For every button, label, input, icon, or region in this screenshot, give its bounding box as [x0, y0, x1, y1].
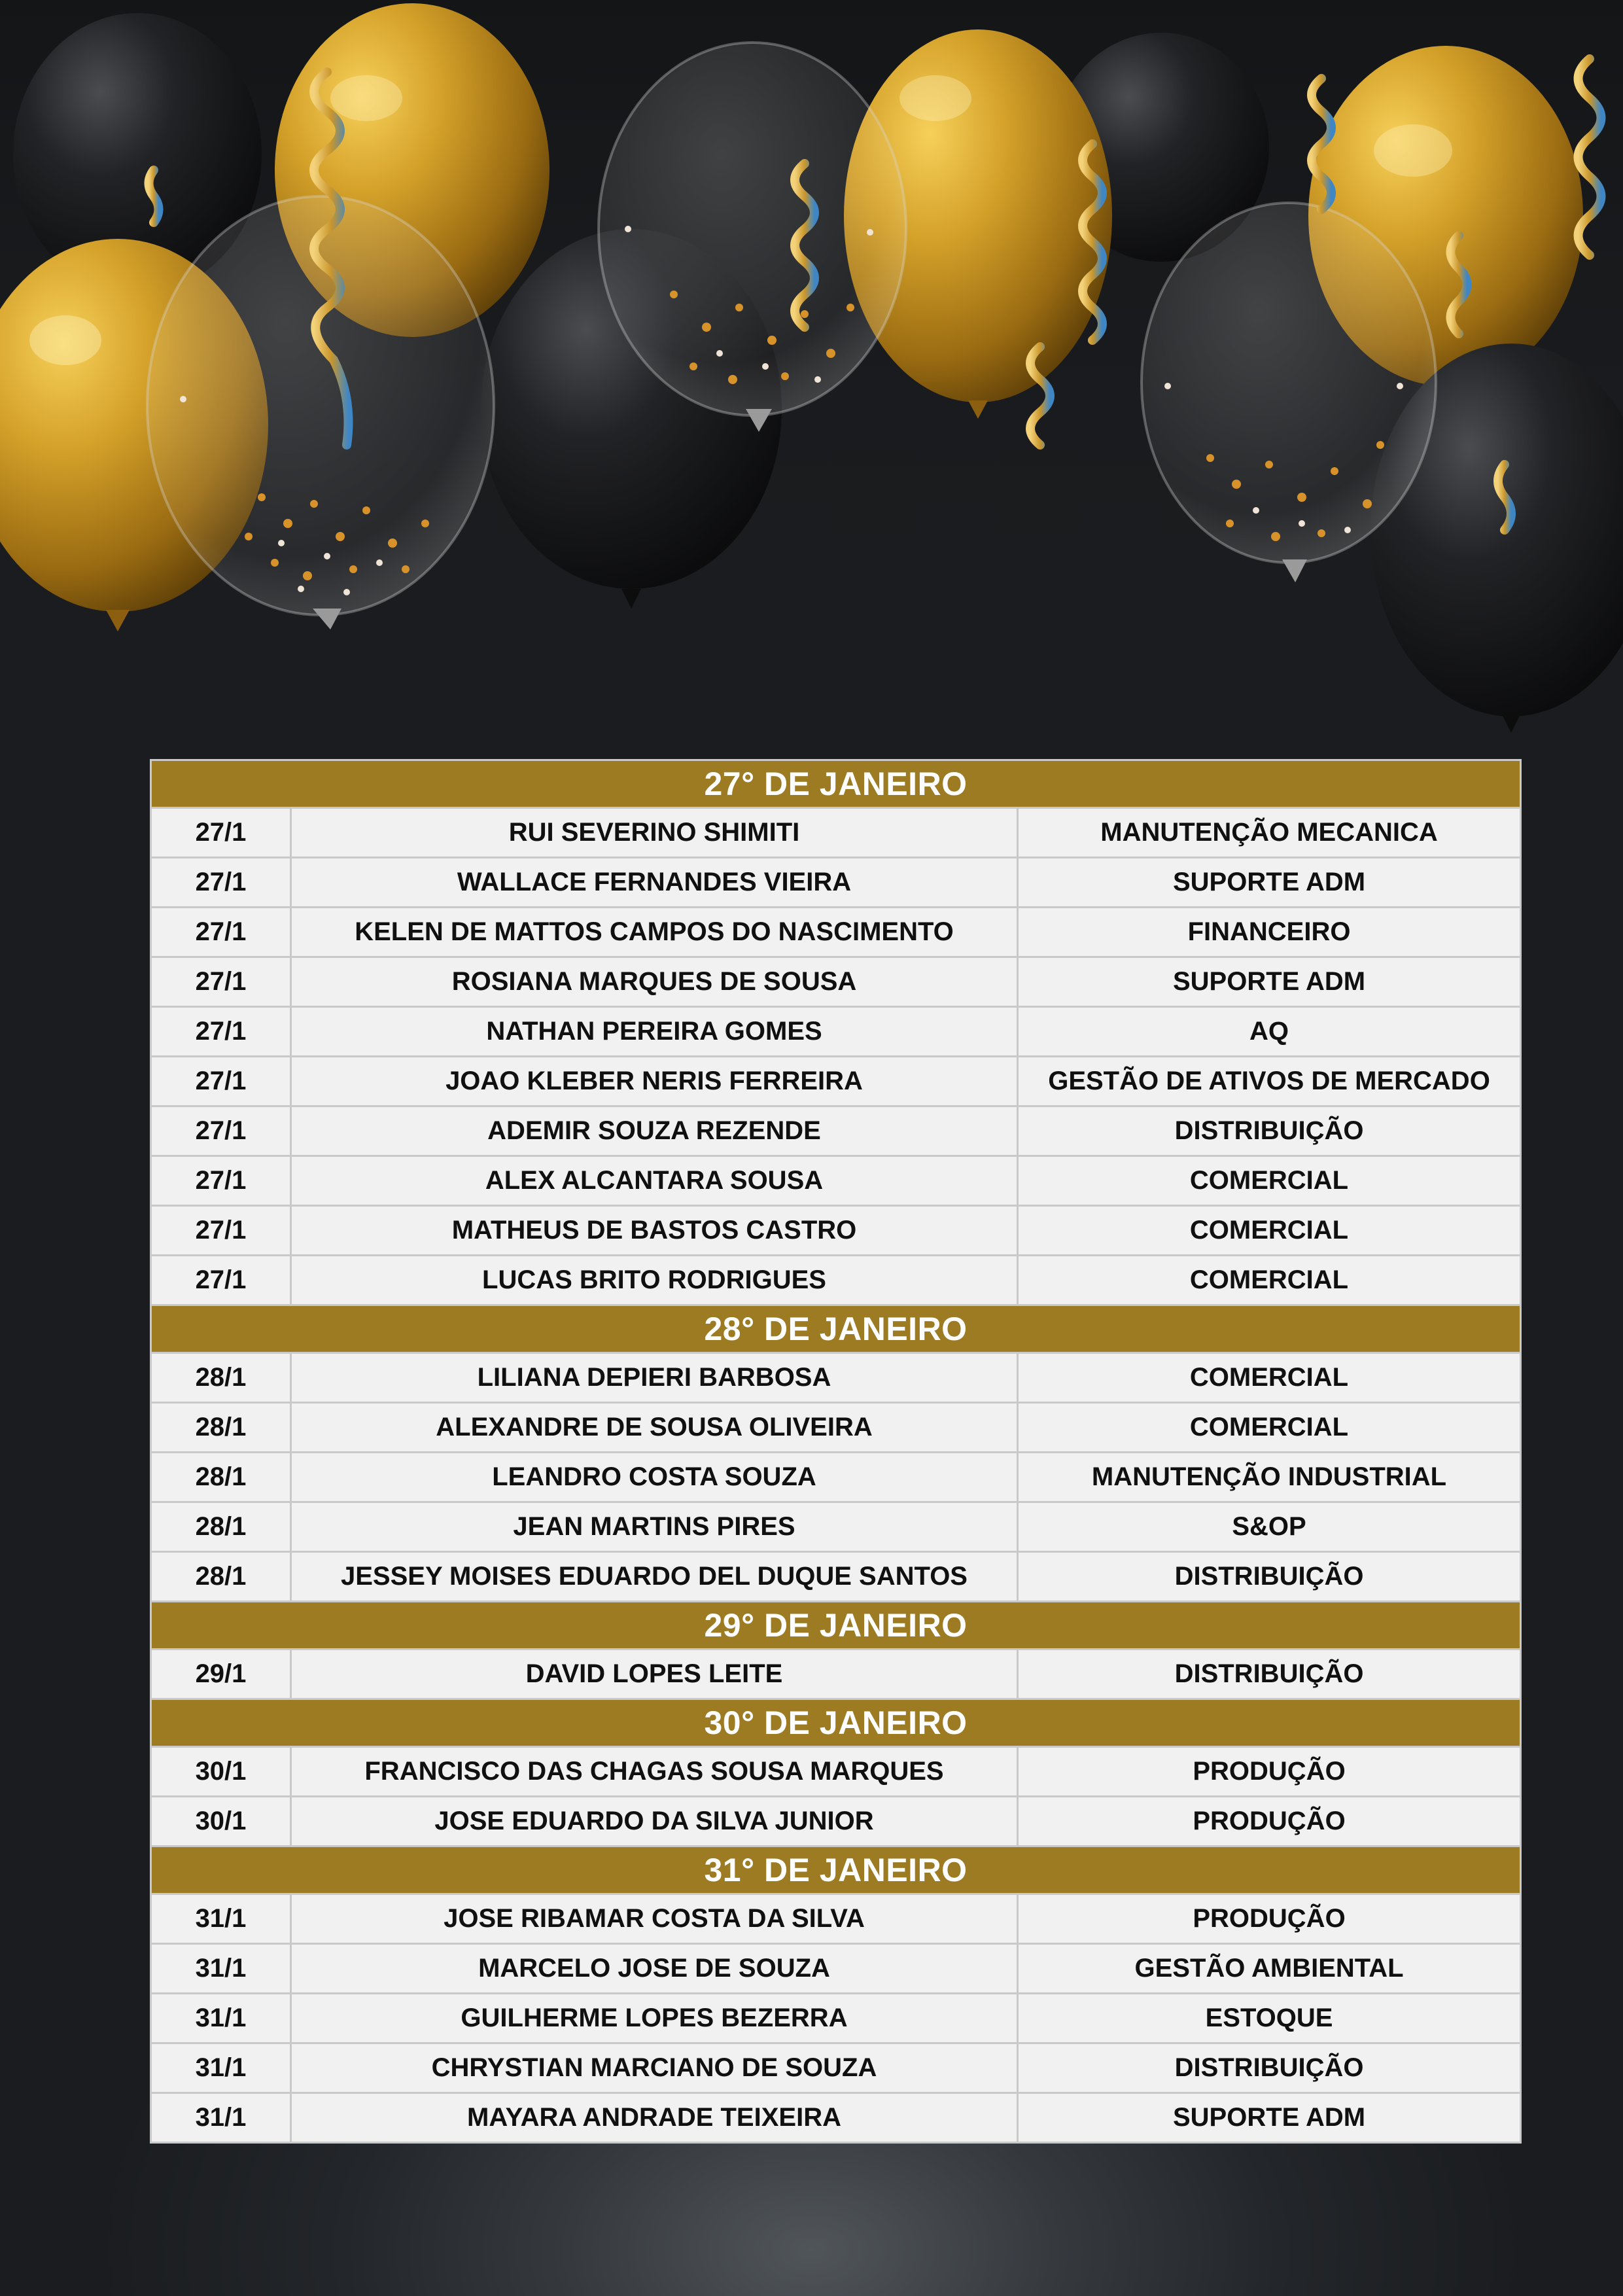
- date-cell: 29/1: [151, 1650, 291, 1699]
- department-cell: COMERCIAL: [1018, 1403, 1521, 1453]
- table-row: [151, 1403, 1521, 1453]
- birthday-table: [150, 759, 1522, 2144]
- table-row: [151, 1650, 1521, 1699]
- name-cell: CHRYSTIAN MARCIANO DE SOUZA: [291, 2043, 1018, 2093]
- date-cell: 28/1: [151, 1403, 291, 1453]
- date-group-title: 29° DE JANEIRO: [151, 1602, 1521, 1650]
- name-cell: JOAO KLEBER NERIS FERREIRA: [291, 1057, 1018, 1106]
- date-cell: 28/1: [151, 1453, 291, 1502]
- date-cell: 27/1: [151, 858, 291, 908]
- date-cell: 28/1: [151, 1552, 291, 1602]
- date-group-title: 28° DE JANEIRO: [151, 1305, 1521, 1353]
- date-cell: 27/1: [151, 908, 291, 957]
- department-cell: DISTRIBUIÇÃO: [1018, 1650, 1521, 1699]
- date-cell: 28/1: [151, 1502, 291, 1552]
- name-cell: LILIANA DEPIERI BARBOSA: [291, 1353, 1018, 1403]
- name-cell: RUI SEVERINO SHIMITI: [291, 808, 1018, 858]
- table-row: [151, 808, 1521, 858]
- department-cell: COMERCIAL: [1018, 1206, 1521, 1256]
- name-cell: KELEN DE MATTOS CAMPOS DO NASCIMENTO: [291, 908, 1018, 957]
- table-row: [151, 1106, 1521, 1156]
- department-cell: DISTRIBUIÇÃO: [1018, 1106, 1521, 1156]
- name-cell: JESSEY MOISES EDUARDO DEL DUQUE SANTOS: [291, 1552, 1018, 1602]
- date-cell: 31/1: [151, 2043, 291, 2093]
- table-row: [151, 908, 1521, 957]
- name-cell: ALEXANDRE DE SOUSA OLIVEIRA: [291, 1403, 1018, 1453]
- department-cell: PRODUÇÃO: [1018, 1747, 1521, 1797]
- balloon-decoration: [0, 0, 1623, 759]
- table-row: [151, 1944, 1521, 1994]
- name-cell: JOSE EDUARDO DA SILVA JUNIOR: [291, 1797, 1018, 1846]
- date-cell: 30/1: [151, 1797, 291, 1846]
- table-row: [151, 1007, 1521, 1057]
- date-group-title: 27° DE JANEIRO: [151, 760, 1521, 808]
- date-cell: 27/1: [151, 1256, 291, 1305]
- date-cell: 28/1: [151, 1353, 291, 1403]
- date-cell: 31/1: [151, 1944, 291, 1994]
- table-row: [151, 1797, 1521, 1846]
- name-cell: JEAN MARTINS PIRES: [291, 1502, 1018, 1552]
- date-cell: 31/1: [151, 1894, 291, 1944]
- name-cell: DAVID LOPES LEITE: [291, 1650, 1018, 1699]
- department-cell: AQ: [1018, 1007, 1521, 1057]
- date-cell: 30/1: [151, 1747, 291, 1797]
- date-cell: 27/1: [151, 1057, 291, 1106]
- table-row: [151, 2043, 1521, 2093]
- name-cell: LUCAS BRITO RODRIGUES: [291, 1256, 1018, 1305]
- table-row: [151, 1894, 1521, 1944]
- date-cell: 27/1: [151, 1156, 291, 1206]
- name-cell: LEANDRO COSTA SOUZA: [291, 1453, 1018, 1502]
- department-cell: PRODUÇÃO: [1018, 1894, 1521, 1944]
- table-row: [151, 858, 1521, 908]
- table-row: [151, 1994, 1521, 2043]
- date-cell: 27/1: [151, 1007, 291, 1057]
- date-cell: 27/1: [151, 957, 291, 1007]
- name-cell: MATHEUS DE BASTOS CASTRO: [291, 1206, 1018, 1256]
- table-row: [151, 1206, 1521, 1256]
- department-cell: SUPORTE ADM: [1018, 2093, 1521, 2143]
- name-cell: MAYARA ANDRADE TEIXEIRA: [291, 2093, 1018, 2143]
- department-cell: DISTRIBUIÇÃO: [1018, 2043, 1521, 2093]
- table-row: [151, 1747, 1521, 1797]
- name-cell: GUILHERME LOPES BEZERRA: [291, 1994, 1018, 2043]
- table-row: [151, 1453, 1521, 1502]
- table-row: [151, 1156, 1521, 1206]
- department-cell: FINANCEIRO: [1018, 908, 1521, 957]
- date-cell: 27/1: [151, 1106, 291, 1156]
- date-group-header: [151, 760, 1521, 808]
- name-cell: ADEMIR SOUZA REZENDE: [291, 1106, 1018, 1156]
- date-cell: 31/1: [151, 1994, 291, 2043]
- name-cell: FRANCISCO DAS CHAGAS SOUSA MARQUES: [291, 1747, 1018, 1797]
- table-row: [151, 957, 1521, 1007]
- table-row: [151, 1057, 1521, 1106]
- date-group-header: [151, 1305, 1521, 1353]
- date-group-header: [151, 1846, 1521, 1894]
- name-cell: NATHAN PEREIRA GOMES: [291, 1007, 1018, 1057]
- date-cell: 27/1: [151, 808, 291, 858]
- date-group-header: [151, 1699, 1521, 1747]
- department-cell: S&OP: [1018, 1502, 1521, 1552]
- department-cell: SUPORTE ADM: [1018, 957, 1521, 1007]
- date-cell: 27/1: [151, 1206, 291, 1256]
- department-cell: DISTRIBUIÇÃO: [1018, 1552, 1521, 1602]
- department-cell: MANUTENÇÃO MECANICA: [1018, 808, 1521, 858]
- name-cell: WALLACE FERNANDES VIEIRA: [291, 858, 1018, 908]
- table-row: [151, 1502, 1521, 1552]
- date-group-header: [151, 1602, 1521, 1650]
- department-cell: GESTÃO AMBIENTAL: [1018, 1944, 1521, 1994]
- table-row: [151, 2093, 1521, 2143]
- department-cell: COMERCIAL: [1018, 1256, 1521, 1305]
- department-cell: COMERCIAL: [1018, 1353, 1521, 1403]
- table-row: [151, 1552, 1521, 1602]
- department-cell: SUPORTE ADM: [1018, 858, 1521, 908]
- name-cell: ROSIANA MARQUES DE SOUSA: [291, 957, 1018, 1007]
- date-cell: 31/1: [151, 2093, 291, 2143]
- table-row: [151, 1353, 1521, 1403]
- table-row: [151, 1256, 1521, 1305]
- department-cell: COMERCIAL: [1018, 1156, 1521, 1206]
- date-group-title: 30° DE JANEIRO: [151, 1699, 1521, 1747]
- name-cell: MARCELO JOSE DE SOUZA: [291, 1944, 1018, 1994]
- department-cell: ESTOQUE: [1018, 1994, 1521, 2043]
- department-cell: PRODUÇÃO: [1018, 1797, 1521, 1846]
- date-group-title: 31° DE JANEIRO: [151, 1846, 1521, 1894]
- name-cell: ALEX ALCANTARA SOUSA: [291, 1156, 1018, 1206]
- department-cell: GESTÃO DE ATIVOS DE MERCADO: [1018, 1057, 1521, 1106]
- name-cell: JOSE RIBAMAR COSTA DA SILVA: [291, 1894, 1018, 1944]
- department-cell: MANUTENÇÃO INDUSTRIAL: [1018, 1453, 1521, 1502]
